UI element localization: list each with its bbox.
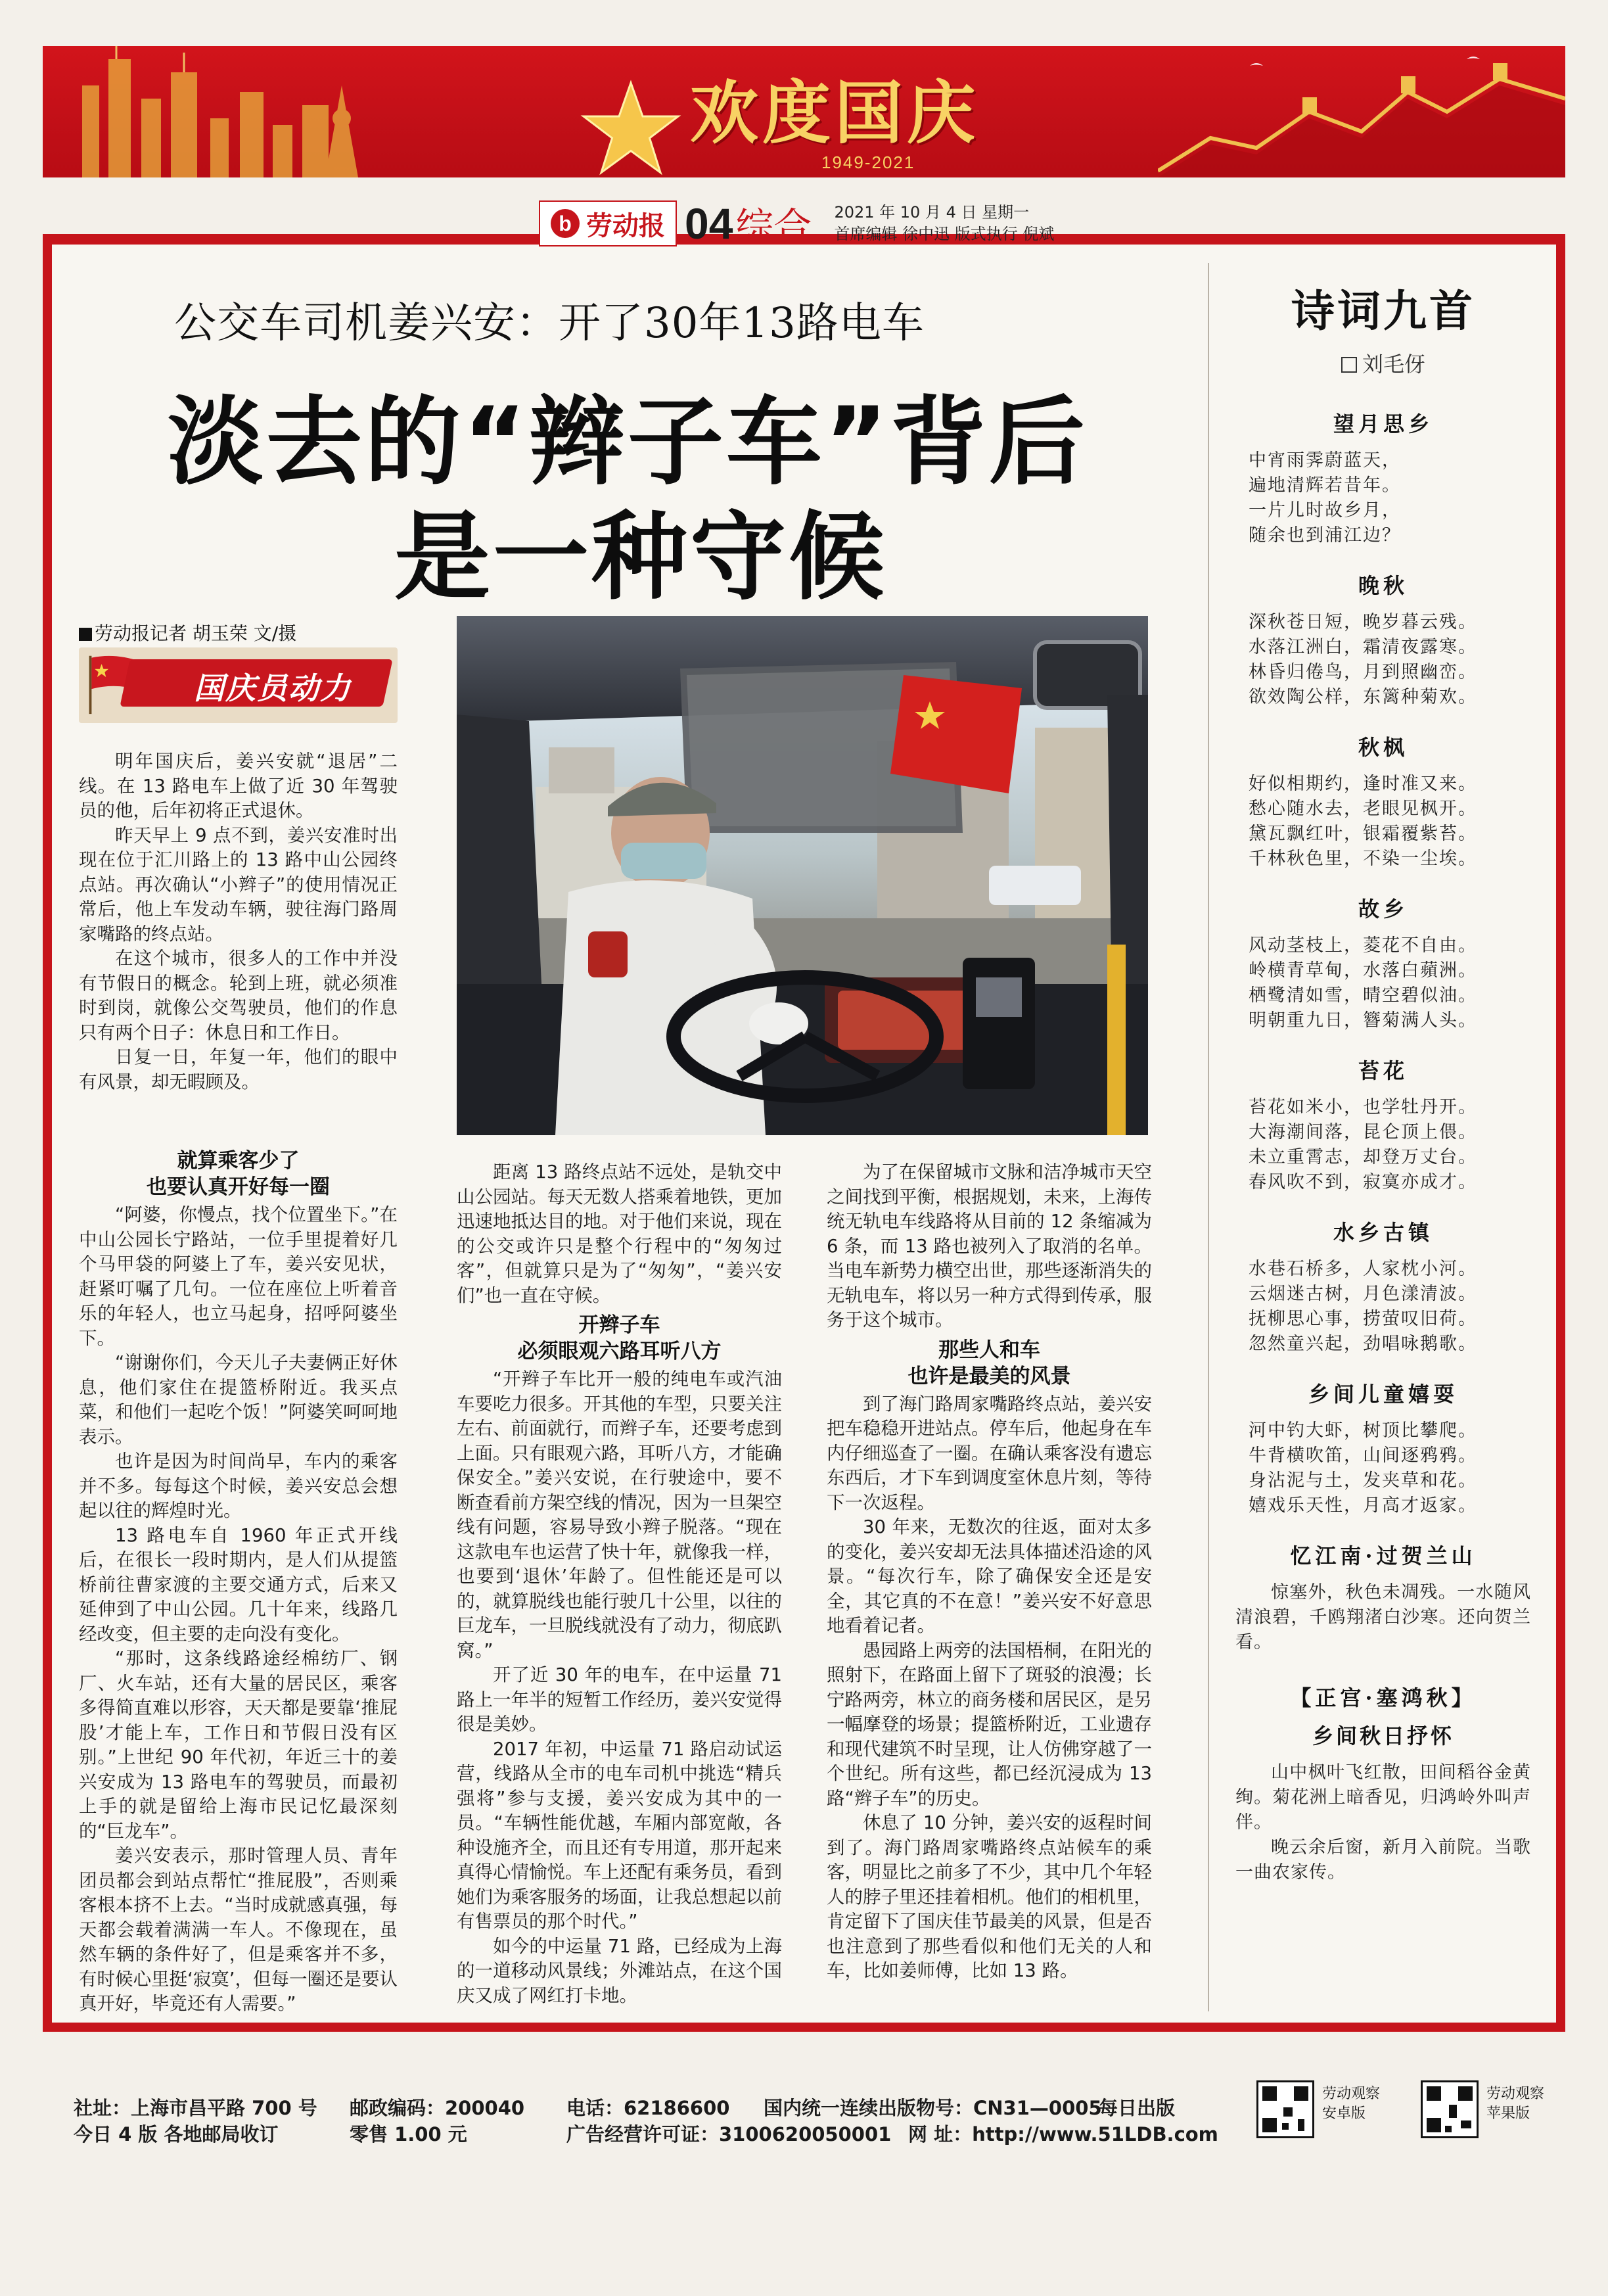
paragraph: 明年国庆后，姜兴安就“退居”二线。在 13 路电车上做了近 30 年驾驶员的他，后年初将正式退休。 [79, 751, 398, 821]
poem [1235, 569, 1531, 710]
article-photo [457, 616, 1148, 1135]
article-column-1 [79, 749, 398, 1094]
tag-label: 国庆员动力 [194, 670, 352, 706]
poem [1235, 1681, 1531, 1885]
poem-line: 河中钓大虾，树顶比攀爬。 [1249, 1420, 1477, 1441]
poem-line: 忽然童兴起，劲唱咏鹅歌。 [1249, 1334, 1477, 1354]
subheading: 开辫子车 必须眼观六路耳听八方 [517, 1313, 722, 1363]
poem-line: 一片儿时故乡月， [1249, 500, 1401, 521]
paragraph: 距离 13 路终点站不远处，是轨交中山公园站。每天无数人搭乘着地铁，更加迅速地抵达目的地。对于他们来说，现在的公交或许只是整个行程中的“匆匆过客”，但就算只是为了“匆匆”，“姜兴安们”也一直在守候。 [457, 1161, 782, 1306]
paragraph: “那时，这条线路途经棉纺厂、钢厂、火车站，还有大量的居民区，乘客多得简直难以形容，天天都是要靠‘推屁股’才能上车，工作日和节假日没有区别。”上世纪 90 年代初，年近三十的姜兴安成为 13 路电车的驾驶员，而最初上手的就是留给上海市民记忆最深刻的“巨龙车”。 [79, 1648, 398, 1842]
poems-author: 刘毛伢 [1235, 348, 1531, 378]
celebration-banner [43, 46, 1565, 177]
poem-line: 身沾泥与土，发夹草和花。 [1249, 1470, 1477, 1491]
footer-pages: 今日 4 版 各地邮局收订 [74, 2123, 279, 2145]
poem-line: 愁心随水去，老眼见枫开。 [1249, 799, 1477, 819]
paragraph: 愚园路上两旁的法国梧桐，在阳光的照射下，在路面上留下了斑驳的浪漫；长宁路两旁，林立的商务楼和居民区，是另一幅摩登的场景；提篮桥附近，工业遗存和现代建筑不时呈现，让人仿佛穿越了一个世纪。所有这些，都已经沉浸成为 13 路“辫子车”的历史。 [827, 1639, 1152, 1809]
paragraph: 如今的中运量 71 路，已经成为上海的一道移动风景线；外滩站点，在这个国庆又成了网红打卡地。 [457, 1935, 782, 2006]
square-icon [1341, 357, 1357, 373]
article-headline-line2: 是一种守候 [394, 502, 887, 613]
great-wall-illustration [1158, 46, 1565, 177]
paragraph: 为了在保留城市文脉和洁净城市天空之间找到平衡，根据规划，未来，上海传统无轨电车线路将从目前的 12 条缩减为 6 条，而 13 路也被列入了取消的名单。当电车新势力横空出世，那些逐渐消失的无轨电车，将以另一种方式得到传承，服务于这个城市。 [827, 1161, 1152, 1330]
app-ios-label: 劳动观察 苹果版 [1486, 2086, 1545, 2122]
column-tag [79, 647, 398, 723]
poem-title: 忆江南·过贺兰山 [1290, 1543, 1477, 1568]
poem-line: 林昏归倦鸟，月到照幽峦。 [1249, 662, 1477, 682]
footer-daily: 每日出版 [1099, 2097, 1176, 2119]
paragraph: 到了海门路周家嘴路终点站，姜兴安把车稳稳开进站点。停车后，他起身在车内仔细巡查了一圈。在确认乘客没有遗忘东西后，才下车到调度室休息片刻，等待下一次返程。 [827, 1393, 1152, 1513]
article-kicker: 公交车司机姜兴安：开了30年13路电车 [174, 299, 925, 348]
poem-line: 嬉戏乐天性，月高才返家。 [1249, 1495, 1477, 1516]
paragraph: 休息了 10 分钟，姜兴安的返程时间到了。海门路周家嘴路终点站候车的乘客，明显比之前多了不少，其中几个年轻人的脖子里还挂着相机。他们的相机里，肯定留下了国庆佳节最美的风景，但是否也注意到了那些看似和他们无关的人和车，比如姜师傅，比如 13 路。 [827, 1812, 1152, 1981]
paragraph: “阿婆，你慢点，找个位置坐下。”在中山公园长宁路站，一位手里提着好几个马甲袋的阿婆上了车，姜兴安见状，赶紧叮嘱了几句。一位在座位上听着音乐的年轻人，也立马起身，招呼阿婆坐下。 [79, 1204, 398, 1349]
poem-line: 未立重霄志，却登万丈台。 [1249, 1147, 1477, 1167]
poem-line: 牛背横吹笛，山间逐鸦鸦。 [1249, 1445, 1477, 1466]
paragraph: 开了近 30 年的电车，在中运量 71 路上一年半的短暂工作经历，姜兴安觉得很是美妙。 [457, 1664, 782, 1735]
poem-line: 岭横青草甸，水落白蘋洲。 [1249, 960, 1477, 981]
article-column-3 [457, 1160, 782, 2008]
footer-phone: 电话：62186600 [566, 2097, 730, 2119]
poem-line: 明朝重九日，簪菊满人头。 [1249, 1010, 1477, 1031]
paragraph: “谢谢你们，今天儿子夫妻俩正好休息，他们家住在提篮桥附近。我买点菜，和他们一起吃个饭！”阿婆笑呵呵地表示。 [79, 1352, 398, 1447]
masthead-bar [539, 199, 1055, 249]
byline: 劳动报记者 胡玉荣 文/摄 [79, 619, 296, 645]
poem-line: 苔花如米小，也学牡丹开。 [1249, 1097, 1477, 1117]
subheading: 那些人和车 也许是最美的风景 [907, 1338, 1071, 1388]
poem [1235, 731, 1531, 872]
poem-paragraph: 惊塞外，秋色未凋残。一水随风清浪碧，千鸥翔渚白沙寒。还向贺兰看。 [1235, 1582, 1531, 1652]
poem-list [1235, 408, 1531, 1885]
poems-title: 诗词九首 [1291, 286, 1475, 337]
star-icon [578, 79, 683, 177]
poem-title: 晚秋 [1358, 573, 1408, 598]
paragraph: “开辫子车比开一般的纯电车或汽油车要吃力很多。开其他的车型，只要关注左右、前面就行，而辫子车，还要考虑到上面。只有眼观六路，耳听八方，才能确保安全。”姜兴安说，在行驶途中，要不断查看前方架空线的情况，因为一旦架空线有问题，容易导致小辫子脱落。“现在这款电车也运营了快十年，就像我一样，也要到‘退休’年龄了。但性能还是可以的，就算脱线也能行驶几十公里，以往的巨龙车，一旦脱线就没有了动力，彻底趴窝。” [457, 1369, 782, 1661]
paragraph: 在这个城市，很多人的工作中并没有节假日的概念。轮到上班，就必须准时到岗，就像公交驾驶员，他们的作息只有两个日子：休息日和工作日。 [79, 948, 398, 1043]
bus-driver-photo [457, 616, 1148, 1135]
editor-line: 首席编辑 徐中迅 版式执行 倪斌 [834, 225, 1055, 243]
banner-title: 欢度国庆 [690, 72, 980, 153]
poem-line: 欲效陶公样，东篱种菊欢。 [1249, 687, 1477, 707]
poem-title: 望月思乡 [1333, 411, 1433, 436]
poem-title: 故乡 [1358, 897, 1408, 922]
poems-section [1235, 276, 1531, 1885]
paragraph: 日复一日，年复一年，他们的眼中有风景，却无暇顾及。 [79, 1046, 398, 1092]
paragraph: 2017 年初，中运量 71 路启动试运营，线路从全市的电车司机中挑选“精兵强将”参与支援，姜兴安成为其中的一员。“车辆性能优越，车厢内部宽敞，各种设施齐全，而且还有专用道，那开起来真得心情愉悦。车上还配有乘务员，看到她们为乘客服务的场面，让我总想起以前有售票员的那个时代。” [457, 1738, 782, 1932]
paragraph: 姜兴安表示，那时管理人员、青年团员都会到站点帮忙“推屁股”，否则乘客根本挤不上去。“当时成就感真强，每天都会载着满满一车人。不像现在，虽然车辆的条件好了，但是乘客并不多，有时候心里挺‘寂寞’，但每一圈还是要认真开好，毕竟还有人需要。” [79, 1845, 398, 2014]
poem-title: 秋枫 [1358, 735, 1408, 760]
paper-name: 劳动报 [586, 210, 665, 241]
poem-line: 大海潮间落，昆仑顶上偎。 [1249, 1122, 1477, 1142]
poem-line: 中宵雨霁蔚蓝天， [1249, 450, 1401, 471]
poem-line: 随余也到浦江边？ [1249, 525, 1401, 546]
paragraph: 30 年来，无数次的往返，面对太多的变化，姜兴安却无法具体描述沿途的风景。“每次行车，除了确保安全还是安全，其它真的不在意！”姜兴安不好意思地看着记者。 [827, 1516, 1152, 1636]
poem-subtitle: 乡间秋日抒怀 [1312, 1723, 1454, 1748]
poem-line: 抚柳思心事，捞萤叹旧荷。 [1249, 1309, 1477, 1329]
footer-website[interactable]: 网 址：http://www.51LDB.com [908, 2123, 1218, 2145]
qr-code-icon[interactable] [1421, 2080, 1479, 2138]
poem-title: 苔花 [1358, 1058, 1408, 1083]
poem-line: 深秋苍日短，晚岁暮云残。 [1249, 612, 1477, 632]
poem-title: 【正宫·塞鸿秋】 [1290, 1685, 1477, 1710]
poem-line: 好似相期约，逢时准又来。 [1249, 774, 1477, 794]
poem-line: 遍地清辉若昔年。 [1249, 475, 1401, 496]
column-divider [1208, 263, 1209, 2011]
footer-address: 社址：上海市昌平路 700 号 [74, 2097, 317, 2119]
footer-license: 广告经营许可证：3100620050001 [566, 2123, 892, 2145]
poem-paragraph: 山中枫叶飞红散，田间稻谷金黄绚。菊花洲上暗香见，归鸿岭外叫声伴。 [1235, 1762, 1531, 1833]
poem-line: 春风吹不到，寂寞亦成才。 [1249, 1172, 1477, 1192]
app-android-label: 劳动观察 安卓版 [1322, 2086, 1381, 2122]
poem-paragraph: 晚云余后窗，新月入前院。当歌一曲农家传。 [1235, 1837, 1531, 1883]
poem [1235, 1216, 1531, 1357]
poem [1235, 1539, 1531, 1655]
masthead-meta [834, 202, 1054, 245]
section-name: 综合 [735, 204, 812, 249]
qr-code-icon[interactable] [1256, 2080, 1314, 2138]
poem [1235, 893, 1531, 1033]
poem-line: 栖鹭清如雪，晴空碧似油。 [1249, 985, 1477, 1006]
poem-title: 乡间儿童嬉耍 [1308, 1382, 1458, 1407]
date-line: 2021 年 10 月 4 日 星期一 [834, 203, 1030, 222]
footer-postcode: 邮政编码：200040 [350, 2097, 525, 2119]
page-number: 04 [685, 199, 733, 248]
poem-title: 水乡古镇 [1333, 1220, 1433, 1245]
article-column-4 [827, 1160, 1152, 1984]
poem-line: 云烟迷古树，月色漾清波。 [1249, 1284, 1477, 1304]
footer-price: 零售 1.00 元 [350, 2123, 467, 2145]
banner-years: 1949-2021 [821, 152, 915, 172]
subheading: 就算乘客少了 也要认真开好每一圈 [147, 1149, 330, 1199]
article-column-2 [79, 1144, 398, 2017]
paragraph: 也许是因为时间尚早，车内的乘客并不多。每每这个时候，姜兴安总会想起以往的辉煌时光。 [79, 1451, 398, 1521]
poem-line: 水落江洲白，霜清夜露寒。 [1249, 637, 1477, 657]
poem-line: 风动茎枝上，菱花不自由。 [1249, 935, 1477, 956]
logo-icon: b [551, 209, 580, 238]
article-headline-line1: 淡去的“辫子车”背后 [168, 387, 1088, 498]
poem-line: 黛瓦飘红叶，银霜覆紫苔。 [1249, 824, 1477, 844]
poem [1235, 1054, 1531, 1195]
poem-line: 水巷石桥多，人家枕小河。 [1249, 1259, 1477, 1279]
square-bullet-icon [79, 628, 92, 641]
footer-cn: 国内统一连续出版物号：CN31—0005 [764, 2097, 1102, 2119]
poem [1235, 1378, 1531, 1518]
city-skyline-illustration [43, 46, 411, 177]
poem [1235, 408, 1531, 548]
poem-line: 千林秋色里，不染一尘埃。 [1249, 849, 1477, 869]
paragraph: 昨天早上 9 点不到，姜兴安准时出现在位于汇川路上的 13 路中山公园终点站。再次确认“小辫子”的使用情况正常后，他上车发动车辆，驶往海门路周家嘴路的终点站。 [79, 824, 398, 945]
newspaper-logo [539, 200, 677, 246]
paragraph: 13 路电车自 1960 年正式开线后，在很长一段时期内，是人们从提篮桥前往曹家渡的主要交通方式，后来又延伸到了中山公园。几十年来，线路几经改变，但主要的走向没有变化。 [79, 1524, 398, 1645]
page-footer [74, 2080, 1546, 2186]
